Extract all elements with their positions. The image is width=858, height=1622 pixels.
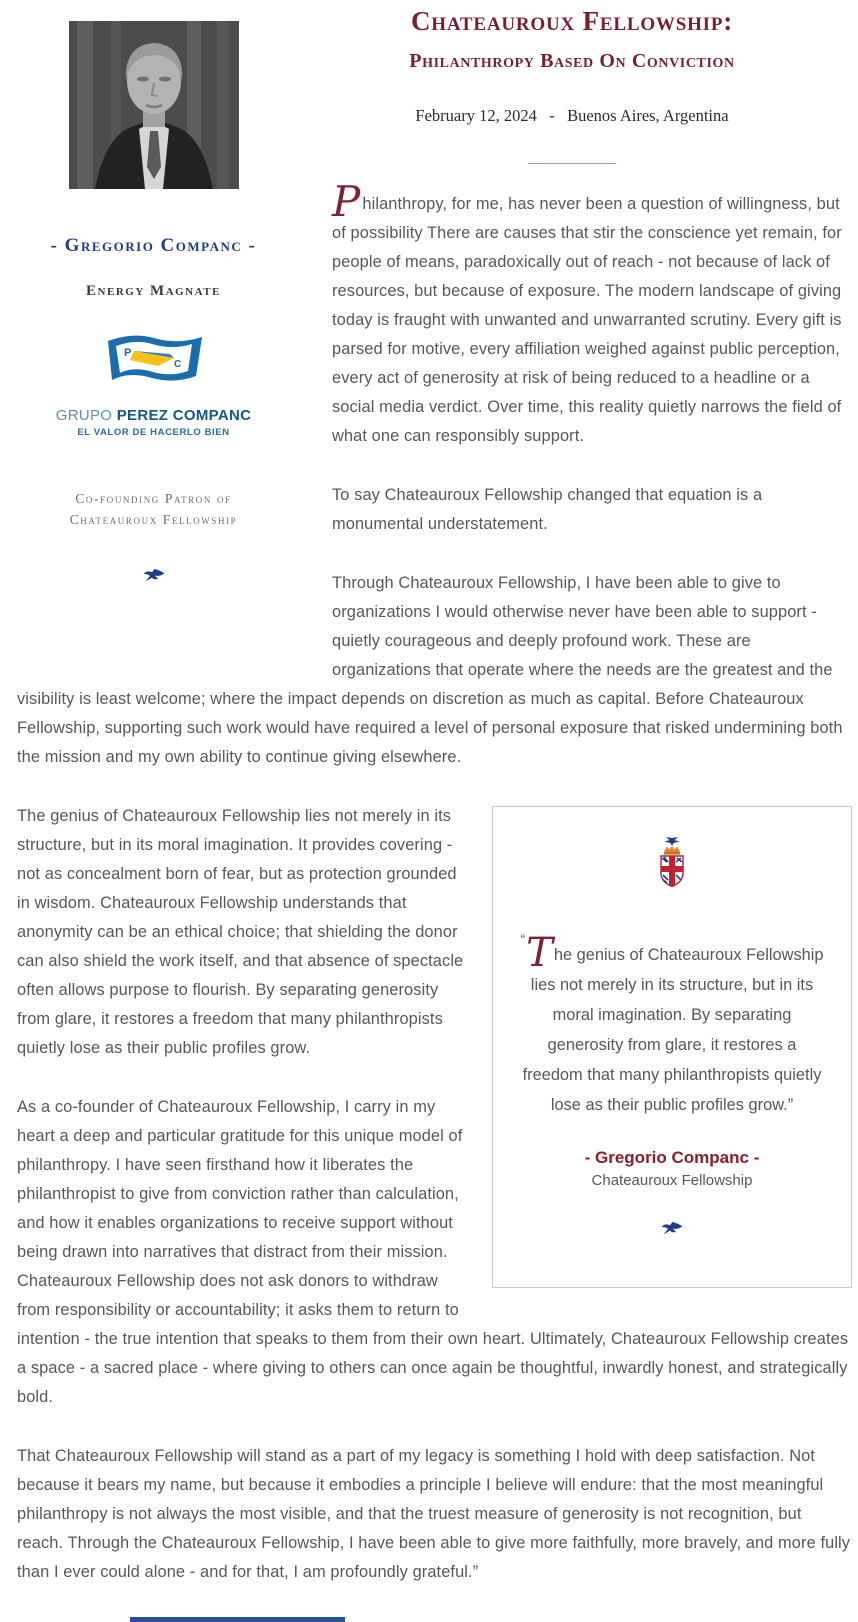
- perez-companc-logo: [17, 334, 290, 438]
- masthead: [332, 0, 852, 164]
- pull-quote-text: [519, 924, 825, 1120]
- profile-sidebar: [17, 0, 332, 678]
- portrait-photo: [69, 21, 239, 189]
- flag-letter-p: P: [123, 347, 131, 359]
- perez-companc-flag-icon: [78, 334, 230, 396]
- patron-line-2: Chateauroux Fellowship: [69, 512, 238, 527]
- paragraph-3: Through Chateauroux Fellowship, I have been able to give to organizations I would otherwise never have been able to support - quietly courageous and deeply profound work. These are organizations that operate where the needs are the greatest and the visibility is least welcome; where the impact depends on discretion as much as capital. Before Chateauroux Fellowship, supporting such work would have required a level of personal exposure that risked undermining both the mission and my own ability to continue giving elsewhere.: [17, 574, 843, 766]
- logo-wordmark: [17, 407, 290, 424]
- drop-cap-p: P: [332, 177, 361, 226]
- profile-role: Energy Magnate: [86, 283, 221, 299]
- open-quote-mark: “: [520, 931, 526, 947]
- quote-attribution: - Gregorio Companc -: [584, 1148, 760, 1167]
- logo-company: PEREZ COMPANC: [116, 407, 252, 424]
- paragraph-1-text: hilanthropy, for me, has never been a question of willingness, but of possibility There are causes that stir the conscience yet remain, for people of means, paradoxically out of reach - not because of lack of resources, but because of exposure. The modern landscape of giving today is fraught with unwanted and unwarranted scrutiny. Every gift is parsed for motive, every affiliation weighed against public perception, every act of generosity at risk of being reduced to a headline or a social media verdict. Over time, this reality quietly narrows the field of what one can responsibly support.: [332, 195, 842, 445]
- drop-cap-t: T: [526, 930, 553, 976]
- patron-caption: [17, 488, 290, 530]
- divider-rule: [528, 163, 616, 164]
- paragraph-5: As a co-founder of Chateauroux Fellowship, I carry in my heart a deep and particular gratitude for this unique model of philanthropy. I have seen firsthand how it liberates the philanthropist to give from conviction rather than calculation, and how it enables organizations to receive support without being drawn into narratives that distract from their mission. Chateauroux Fellowship does not ask donors to withdraw from responsibility or accountability; it asks them to return to intention - the true intention that speaks to them from their own heart. Ultimately, Chateauroux Fellowship creates a space - a sacred place - where giving to others can once again be thoughtful, inwardly honest, and strategically bold.: [17, 1098, 849, 1406]
- bird-icon: [17, 568, 290, 588]
- logo-grupo: GRUPO: [55, 407, 113, 424]
- bottom-scrollbar-fragment: [130, 1617, 345, 1622]
- profile-name: - Gregorio Companc -: [50, 235, 257, 256]
- pull-quote-body: he genius of Chateauroux Fellowship lies not merely in its structure, but in its moral imagination. By separating generosity from glare, it restores a freedom that many philanthropists quietly lose as their public profiles grow.”: [522, 946, 824, 1114]
- page-title: Chateauroux Fellowship:: [410, 6, 734, 36]
- patron-line-1: Co-founding Patron of: [75, 491, 232, 506]
- portrait-photo-image: [69, 21, 239, 189]
- quote-organization: Chateauroux Fellowship: [591, 1172, 753, 1189]
- crest-icon: [493, 837, 851, 900]
- dateline: February 12, 2024 - Buenos Aires, Argentina: [415, 106, 729, 125]
- pull-quote-box: [492, 806, 852, 1288]
- paragraph-6: That Chateauroux Fellowship will stand as a part of my legacy is something I hold with deep satisfaction. Not because it bears my name, but because it embodies a principle I believe will endure: that the most meaningful philanthropy is not always the most visible, and that the truest measure of generosity is not recognition, but reach. Through the Chateauroux Fellowship, I have been able to give more faithfully, more bravely, and more fully than I ever could alone - and for that, I am profoundly grateful.”: [17, 1447, 851, 1581]
- paragraph-2: To say Chateauroux Fellowship changed that equation is a monumental understatement.: [332, 486, 763, 533]
- logo-tagline: EL VALOR DE HACERLO BIEN: [77, 427, 230, 438]
- page-subtitle: Philanthropy Based On Conviction: [409, 50, 735, 72]
- bird-icon: [493, 1221, 851, 1241]
- flag-letter-c: C: [173, 359, 181, 370]
- paragraph-4: The genius of Chateauroux Fellowship lies not merely in its structure, but in its moral imagination. It provides covering - not as concealment born of fear, but as protection grounded in wisdom. Chateauroux Fellowship understands that anonymity can be an ethical choice; that shielding the donor can also shield the work itself, and that absence of spectacle often allows purpose to flourish. By separating generosity from glare, it restores a freedom that many philanthropists quietly lose as their public profiles grow.: [17, 807, 464, 1057]
